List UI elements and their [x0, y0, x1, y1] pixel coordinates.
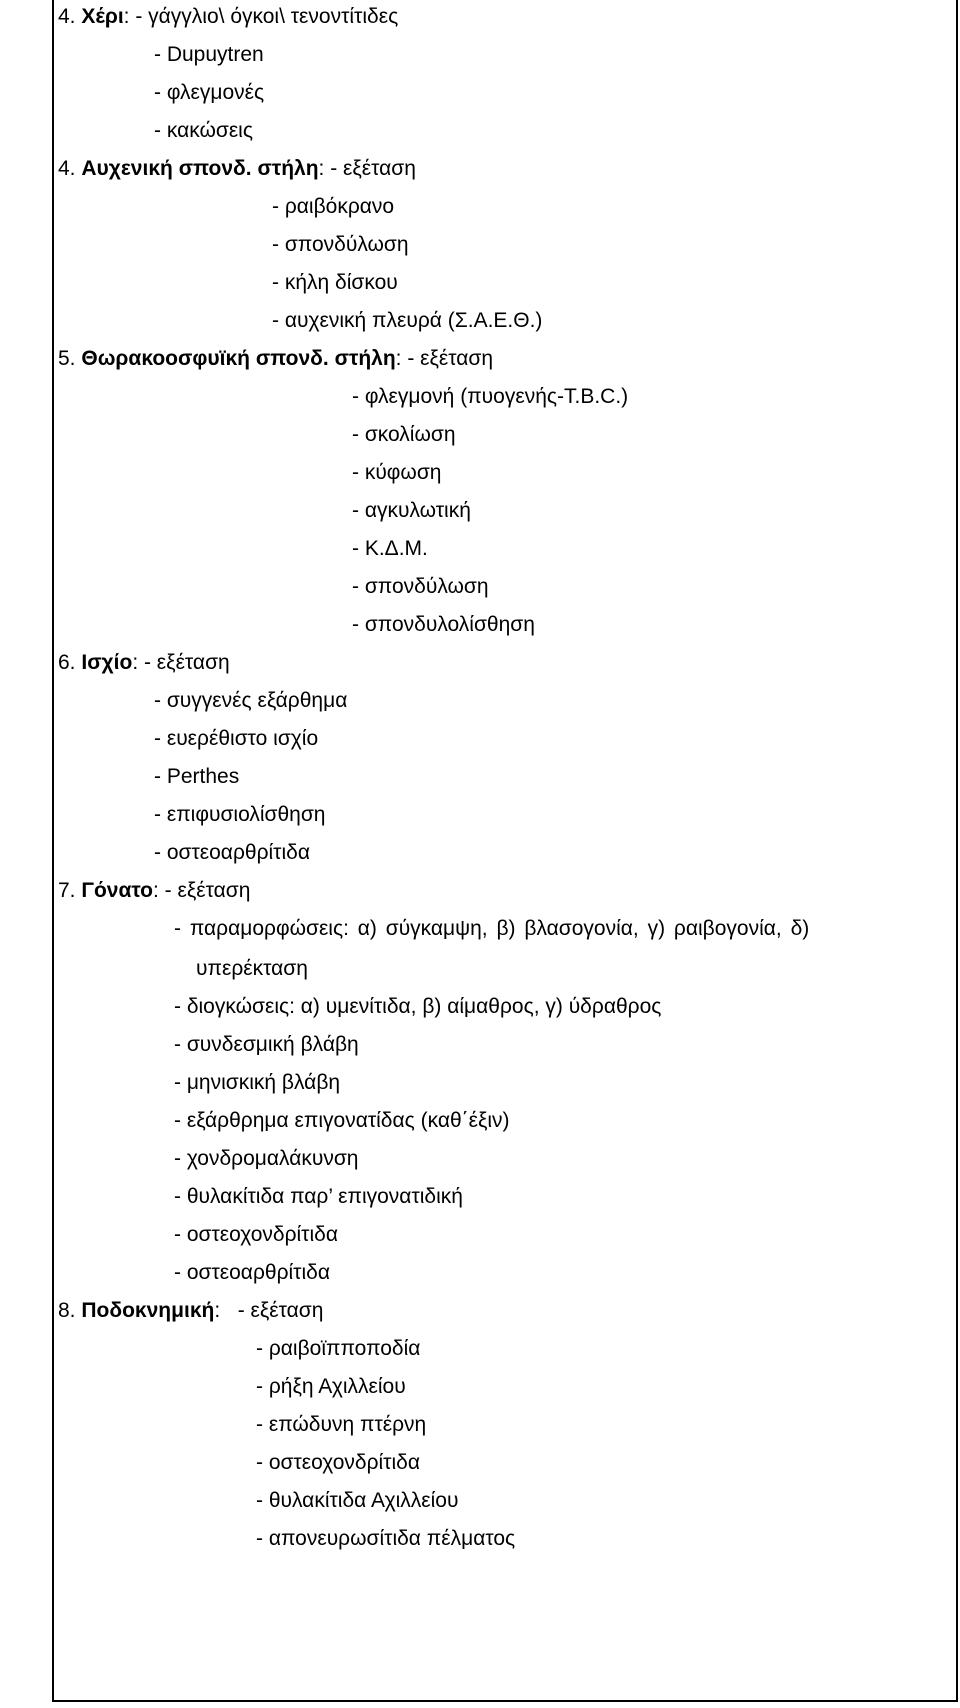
- section-thoracolumbar-header: [58, 346, 493, 372]
- list-item: - κήλη δίσκου: [272, 271, 398, 294]
- section-heading: Χέρι: [81, 5, 124, 28]
- section-hip-header: [58, 650, 230, 676]
- list-item: - ευερέθιστο ισχίο: [154, 727, 319, 750]
- section-number: 6.: [58, 651, 76, 674]
- list-item: - ρήξη Αχιλλείου: [256, 1375, 406, 1398]
- list-item: - ραιβόκρανο: [272, 195, 395, 218]
- list-item: - οστεοαρθρίτιδα: [174, 1261, 330, 1284]
- list-item: - οστεοχονδρίτιδα: [174, 1223, 338, 1246]
- list-item: - μηνισκική βλάβη: [174, 1071, 341, 1094]
- section-cervical-header: [58, 156, 416, 182]
- section-first-item: : - γάγγλιο\ όγκοι\ τενοντίτιδες: [123, 5, 399, 28]
- list-item-continuation: υπερέκταση: [196, 957, 308, 980]
- section-number: 8.: [58, 1299, 76, 1322]
- section-heading: Θωρακοοσφυϊκή σπονδ. στήλη: [81, 347, 396, 370]
- list-item: - Perthes: [154, 765, 240, 788]
- section-number: 4.: [58, 5, 76, 28]
- list-item: - Κ.Δ.Μ.: [352, 537, 428, 560]
- list-item: - φλεγμονή (πυογενής-T.B.C.): [352, 385, 629, 408]
- section-first-item: : - εξέταση: [214, 1299, 324, 1322]
- section-foot-header: [58, 1298, 323, 1324]
- list-item: - διογκώσεις: α) υμενίτιδα, β) αίμαθρος, γ) ύδραθρος: [174, 995, 662, 1018]
- list-item: - σπονδύλωση: [352, 575, 489, 598]
- section-knee-header: [58, 878, 250, 904]
- list-item: - κύφωση: [352, 461, 442, 484]
- list-item: - ραιβοϊπποποδία: [256, 1337, 421, 1360]
- list-item: - θυλακίτιδα παρ’ επιγονατιδική: [174, 1185, 463, 1208]
- section-hand-header: [58, 4, 398, 30]
- list-item: - συγγενές εξάρθημα: [154, 689, 348, 712]
- section-first-item: : - εξέταση: [132, 651, 230, 674]
- list-item: - παραμορφώσεις: α) σύγκαμψη, β) βλασογονία, γ) ραιβογονία, δ): [174, 917, 810, 940]
- list-item: - επώδυνη πτέρνη: [256, 1413, 427, 1436]
- list-item: - αυχενική πλευρά (Σ.Α.Ε.Θ.): [272, 309, 543, 332]
- section-number: 7.: [58, 879, 76, 902]
- list-item: - επιφυσιολίσθηση: [154, 803, 326, 826]
- section-heading: Αυχενική σπονδ. στήλη: [81, 157, 319, 180]
- section-number: 4.: [58, 157, 76, 180]
- list-item: - σπονδυλολίσθηση: [352, 613, 535, 636]
- list-item: - απονευρωσίτιδα πέλματος: [256, 1527, 516, 1550]
- list-item: - σπονδύλωση: [272, 233, 409, 256]
- section-first-item: : - εξέταση: [318, 157, 416, 180]
- list-item: - συνδεσμική βλάβη: [174, 1033, 359, 1056]
- list-item: - Dupuytren: [154, 43, 264, 66]
- section-first-item: : - εξέταση: [153, 879, 251, 902]
- section-heading: Ποδοκνημική: [81, 1299, 215, 1322]
- list-item: - φλεγμονές: [154, 81, 265, 104]
- list-item: - εξάρθρημα επιγονατίδας (καθ΄έξιν): [174, 1109, 510, 1132]
- section-heading: Ισχίο: [81, 651, 133, 674]
- list-item: - οστεοχονδρίτιδα: [256, 1451, 420, 1474]
- list-item: - χονδρομαλάκυνση: [174, 1147, 359, 1170]
- section-number: 5.: [58, 347, 76, 370]
- section-first-item: : - εξέταση: [395, 347, 494, 370]
- section-heading: Γόνατο: [81, 879, 154, 902]
- list-item: - σκολίωση: [352, 423, 456, 446]
- list-item: - θυλακίτιδα Αχιλλείου: [256, 1489, 459, 1512]
- list-item: - κακώσεις: [154, 119, 253, 142]
- list-item: - αγκυλωτική: [352, 499, 471, 522]
- list-item: - οστεοαρθρίτιδα: [154, 841, 310, 864]
